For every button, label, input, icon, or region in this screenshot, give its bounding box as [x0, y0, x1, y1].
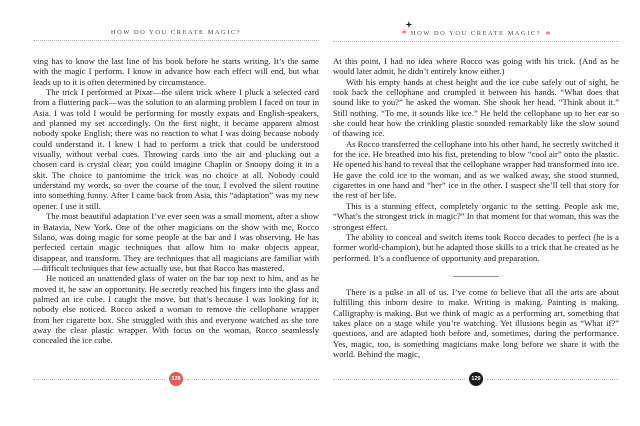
- left-running-head-title: HOW DO YOU CREATE MAGIC?: [110, 29, 242, 36]
- right-running-head: [333, 29, 619, 42]
- asterisk-icon: *: [545, 29, 551, 41]
- footer-rule: [33, 379, 165, 380]
- footer-rule: [487, 379, 619, 380]
- paragraph: As Rocco transferred the cellophane into his other hand, he secretly switched it for the ice. He breathed into his fist, pretending to blow “cool air” onto the plastic. He opened his hand to reveal that the cellophane wrapper had transformed into ice. He gave the cold ice to the woman, and as we walked away, she stood stunned, cigarettes in one hand and “her” ice in the other. I suspect she’ll tell that story for the rest of her life.: [333, 138, 619, 201]
- section-divider: [453, 276, 499, 277]
- right-body-text: [333, 56, 619, 359]
- paragraph: This is a stunning effect, completely organic to the setting. People ask me, “What’s the strongest trick in magic?” In that moment for that woman, this was the strongest effect.: [333, 200, 619, 232]
- right-header-rule: [333, 41, 619, 42]
- left-page-number-badge: 128: [169, 372, 183, 386]
- paragraph: At this point, I had no idea where Rocco was going with his trick. (And as he would later admit, he didn’t entirely know either.): [333, 56, 619, 77]
- footer-rule: [187, 379, 319, 380]
- left-header-rule: [33, 40, 319, 41]
- left-running-head: [33, 29, 319, 41]
- right-page-footer: [333, 372, 619, 386]
- paragraph: With his empty hands at chest height and the ice cube safely out of sight, he took back the cellophane and crumpled it between his hands. “What does that sound like to you?” he asked the woman. She shook her head. “Think about it.” Still nothing. “To me, it sounds like ice.” He held the cellophane up to her ear so she could hear how the crinkling plastic sounded remarkably like the slow sound of thawing ice.: [333, 76, 619, 139]
- sparkle-icon: [405, 21, 412, 28]
- right-page-number-badge: 129: [469, 372, 483, 386]
- right-running-head-title: HOW DO YOU CREATE MAGIC?: [410, 29, 542, 37]
- left-asterisk-wrap: [401, 28, 407, 40]
- left-page-footer: [33, 372, 319, 386]
- paragraph: ving has to know the last line of his book before he starts writing. It’s the same with the magic I perform. I know in advance how each effect will end, but what leads up to it is often determined by circumstance.: [33, 56, 319, 87]
- left-body-text: [33, 56, 319, 346]
- book-page-left: [33, 0, 319, 426]
- paragraph: The trick I performed at Pixar—the silent trick where I pluck a selected card from a fluttering pack—was the solution to an alarming problem I faced on tour in Asia. I was told I would be performing for mostly expats and English-speakers, and planned my set accordingly. On the first night, it became apparent almost nobody spoke English; there was no reaction to what I was doing because nobody could understand it. I knew I had to perform a trick that could be understood visually, without verbal cues. Throwing cards into the air and plucking out a chosen card is crystal clear; you could imagine Chaplin or Snoopy doing it in a skit. The choice to pantomime the trick was no choice at all. Nobody could understand my words, so over the course of the tour, I evolved the silent routine into something funny. After I came back from Asia, this “adaptation” was my new opener. I use it still.: [33, 87, 319, 211]
- book-page-right: [333, 0, 619, 426]
- footer-rule: [333, 379, 465, 380]
- paragraph: There is a pulse in all of us. I’ve come to believe that all the arts are about fulfilling this inborn desire to make. Writing is making. Painting is making. Calligraphy is making. But we think of magic as a performing art, something that takes place on a stage while you’re watching. Yet illusions begin as “What if?” questions, and are adapted both before and, sometimes, during the performance. Yes, magic, too, is something magicians make long before we share it with the world. Behind the magic,: [333, 286, 619, 359]
- paragraph: The ability to conceal and switch items took Rocco decades to perfect (he is a former world-champion), but he adapted those skills to a trick that he created as he performed. It’s a confluence of opportunity and preparation.: [333, 231, 619, 263]
- asterisk-icon: *: [401, 28, 407, 40]
- paragraph: The most beautiful adaptation I’ve ever seen was a small moment, after a show in Batavia, New York. One of the other magicians on the show with me, Rocco Silano, was doing magic for some people at the bar and I was observing. He has perfected certain magic techniques that allow him to make objects appear, disappear, and transform. They are techniques that all magicians are familiar with—difficult techniques that few actually use, but that Rocco has mastered.: [33, 211, 319, 273]
- paragraph: He noticed an unattended glass of water on the bar top next to him, and as he moved it, he saw an opportunity. He secretly reached his fingers into the glass and palmed an ice cube. I caught the move, but that’s because I was looking for it; nobody else noticed. Rocco asked a woman to remove the cellophane wrapper from her cigarette box. She struggled with this and everyone watched as she tore away the clear plastic wrapper. With focus on the woman, Rocco seamlessly concealed the ice cube.: [33, 273, 319, 346]
